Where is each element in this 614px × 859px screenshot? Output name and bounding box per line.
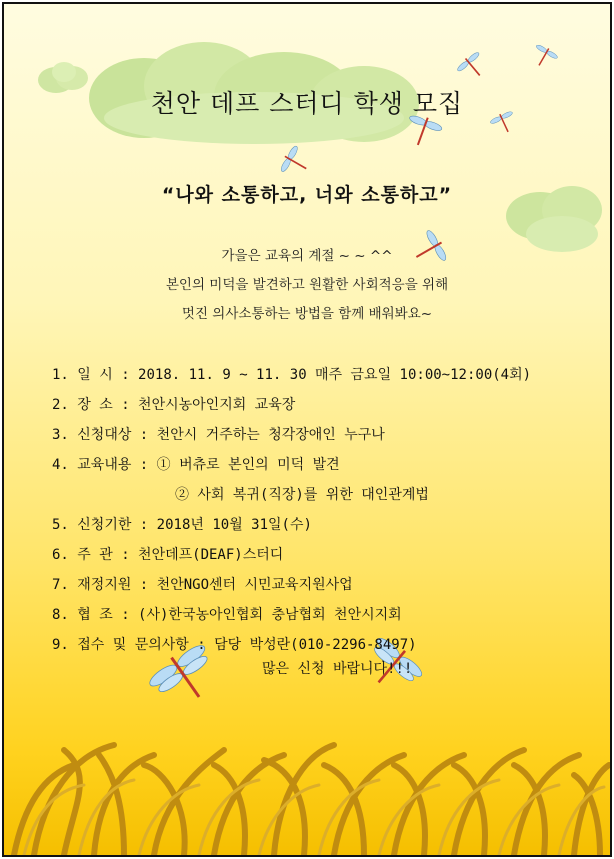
detail-location: 2. 장 소 : 천안시농아인지회 교육장 — [52, 397, 296, 413]
closing-text: 많은 신청 바랍니다!!! — [262, 661, 413, 677]
detail-content: 4. 교육내용 : ① 버츄로 본인의 미덕 발견 — [52, 457, 340, 473]
detail-contact: 9. 접수 및 문의사항 : 담당 박성란(010-2296-8497) — [52, 637, 417, 653]
slogan: “나와 소통하고, 너와 소통하고” — [161, 184, 453, 206]
detail-schedule: 1. 일 시 : 2018. 11. 9 ~ 11. 30 매주 금요일 10:00~12:00(4회) — [52, 367, 532, 383]
detail-deadline: 5. 신청기한 : 2018년 10월 31일(수) — [52, 517, 312, 533]
intro-line: 가을은 교육의 계절 ~ ~ ^^ — [221, 248, 393, 264]
rice-stalk-icon — [4, 695, 610, 855]
detail-cooperation: 8. 협 조 : (사)한국농아인협회 충남협회 천안시지회 — [52, 607, 402, 623]
detail-content-2: ② 사회 복귀(직장)를 위한 대인관계법 — [175, 487, 429, 503]
intro-line: 본인의 미덕을 발견하고 원활한 사회적응을 위해 — [165, 277, 449, 293]
detail-organizer: 6. 주 관 : 천안데프(DEAF)스터디 — [52, 547, 284, 563]
intro-line: 멋진 의사소통하는 방법을 함께 배워봐요~ — [181, 306, 433, 322]
page-title: 천안 데프 스터디 학생 모집 — [150, 89, 464, 118]
dragonfly-icon — [276, 144, 310, 178]
intro-text — [4, 242, 610, 329]
dragonfly-icon — [454, 48, 488, 82]
detail-target: 3. 신청대상 : 천안시 거주하는 청각장애인 누구나 — [52, 427, 385, 443]
dragonfly-icon — [530, 40, 560, 70]
details-list — [52, 360, 531, 660]
detail-funding: 7. 재정지원 : 천안NGO센터 시민교육지원사업 — [52, 577, 353, 593]
poster — [2, 2, 612, 857]
